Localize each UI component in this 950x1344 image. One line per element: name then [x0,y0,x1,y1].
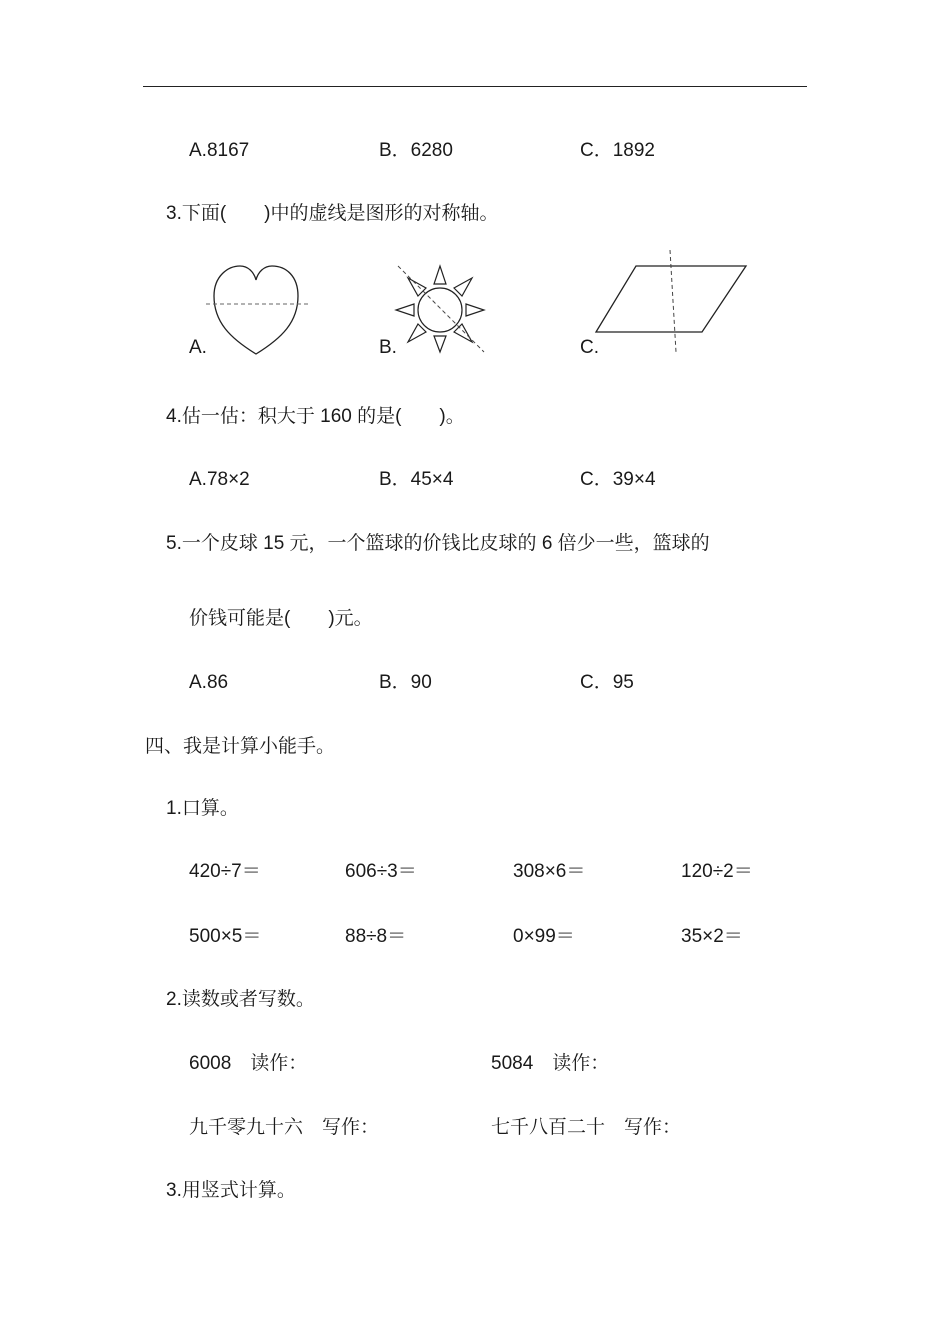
header-rule [143,86,807,87]
sun-icon [392,262,492,354]
oral-item: 308×6＝ [513,861,586,882]
oral-item: 120÷2＝ [681,861,753,882]
heart-icon [200,262,320,358]
q3-option-a: A. [189,337,207,358]
q4-option-c: C．39×4 [580,469,656,490]
oral-item: 88÷8＝ [345,926,407,947]
section4-sub3: 3.用竖式计算。 [166,1180,296,1201]
parallelogram-icon [592,250,752,354]
oral-item: 0×99＝ [513,926,575,947]
q5-option-a: A.86 [189,672,229,693]
q4-stem: 4.估一估：积大于 160 的是( )。 [166,406,465,427]
q4-option-b: B．45×4 [379,469,454,490]
q5-stem-line1: 5.一个皮球 15 元，一个篮球的价钱比皮球的 6 倍少一些，篮球的 [166,533,710,554]
q3-option-b: B. [379,337,397,358]
q3-stem: 3.下面( )中的虚线是图形的对称轴。 [166,203,499,224]
write-item-2: 七千八百二十 写作： [491,1117,682,1138]
q2-option-c: C．1892 [580,140,655,161]
q5-option-c: C．95 [580,672,634,693]
oral-item: 606÷3＝ [345,861,417,882]
oral-item: 500×5＝ [189,926,262,947]
q2-option-b: B．6280 [379,140,453,161]
q5-stem-line2: 价钱可能是( )元。 [189,608,373,629]
q5-option-b: B．90 [379,672,432,693]
oral-item: 420÷7＝ [189,861,261,882]
section4-sub2: 2.读数或者写数。 [166,989,315,1010]
q4-option-a: A.78×2 [189,469,250,490]
q2-option-a: A.8167 [189,140,250,161]
write-item-1: 九千零九十六 写作： [189,1117,380,1138]
oral-item: 35×2＝ [681,926,743,947]
read-item-1: 6008 读作： [189,1053,308,1074]
section4-title: 四、我是计算小能手。 [145,736,336,757]
q3-option-c: C. [580,337,599,358]
section4-sub1: 1.口算。 [166,798,239,819]
read-item-2: 5084 读作： [491,1053,610,1074]
